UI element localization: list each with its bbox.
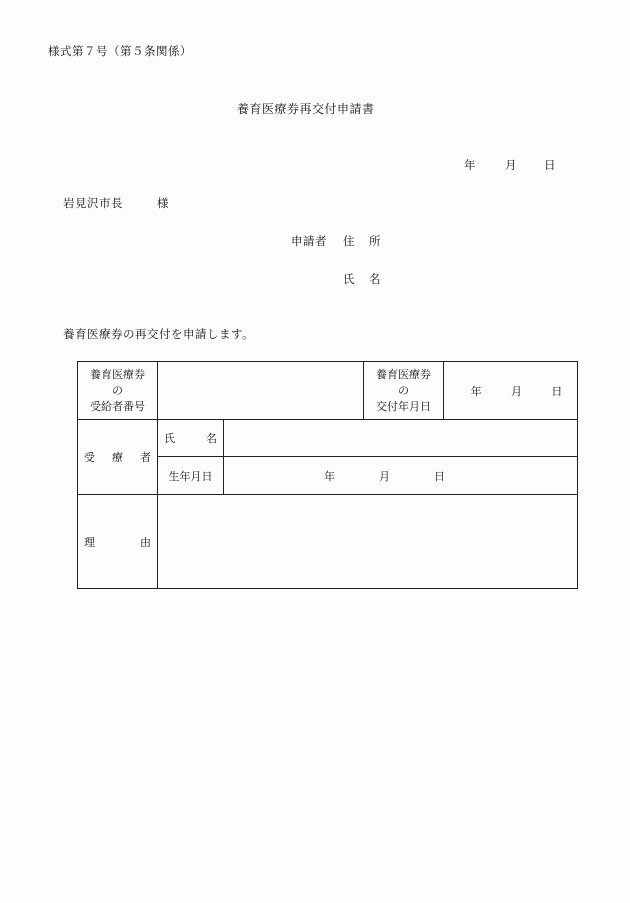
row-patient-name bbox=[78, 420, 578, 457]
date-day-label: 日 bbox=[544, 158, 556, 172]
reason-label-char1: 理 bbox=[84, 535, 95, 549]
issue-date-label-line1: 養育医療券 bbox=[376, 367, 431, 381]
recipient-number-label-line1: 養育医療券 bbox=[90, 367, 145, 381]
document-title: 養育医療券再交付申請書 bbox=[237, 102, 375, 116]
patient-label-char1: 受 bbox=[84, 451, 95, 464]
row-recipient-number bbox=[78, 362, 578, 420]
applicant-address-label-2: 所 bbox=[369, 234, 381, 248]
patient-name-label-char2: 名 bbox=[206, 432, 217, 445]
application-table bbox=[77, 361, 578, 589]
patient-name-field[interactable] bbox=[224, 420, 578, 457]
patient-label bbox=[78, 420, 158, 495]
form-number: 様式第７号（第５条関係） bbox=[48, 44, 192, 58]
patient-name-label bbox=[158, 420, 224, 457]
date-year-label: 年 bbox=[464, 158, 476, 172]
patient-label-char2: 療 bbox=[112, 451, 123, 464]
request-text: 養育医療券の再交付を申請します。 bbox=[63, 327, 255, 341]
issue-date-label-line2: の bbox=[398, 383, 409, 397]
applicant-address-label-1: 住 bbox=[343, 234, 355, 248]
reason-label bbox=[78, 495, 158, 589]
birthdate-day-label: 日 bbox=[434, 469, 445, 483]
applicant-name-label-1: 氏 bbox=[343, 272, 355, 286]
issue-date-year-label: 年 bbox=[470, 384, 482, 398]
recipient-number-label-line2: の bbox=[112, 383, 123, 397]
applicant-label: 申請者 bbox=[291, 234, 327, 248]
birthdate-label-text: 生年月日 bbox=[168, 469, 213, 483]
issue-date-field[interactable] bbox=[444, 362, 578, 420]
birthdate-year-label: 年 bbox=[324, 469, 335, 483]
addressee-honorific: 様 bbox=[157, 196, 169, 210]
reason-label-char2: 由 bbox=[140, 535, 151, 549]
issue-date-label-line3: 交付年月日 bbox=[376, 399, 431, 413]
patient-name-label-char1: 氏 bbox=[164, 432, 175, 445]
issue-date-label bbox=[364, 362, 444, 420]
applicant-name-label-2: 名 bbox=[369, 272, 381, 286]
birthdate-label bbox=[158, 457, 224, 495]
recipient-number-label bbox=[78, 362, 158, 420]
issue-date-day-label: 日 bbox=[551, 384, 563, 398]
addressee-name: 岩見沢市長 bbox=[63, 196, 123, 210]
patient-label-char3: 者 bbox=[140, 451, 151, 464]
recipient-number-field[interactable] bbox=[158, 362, 364, 420]
recipient-number-label-line3: 受給者番号 bbox=[90, 399, 145, 413]
birthdate-field[interactable] bbox=[224, 457, 578, 495]
birthdate-month-label: 月 bbox=[379, 469, 390, 483]
issue-date-month-label: 月 bbox=[510, 384, 522, 398]
date-month-label: 月 bbox=[505, 158, 517, 172]
row-reason bbox=[78, 495, 578, 589]
reason-field[interactable] bbox=[158, 495, 578, 589]
